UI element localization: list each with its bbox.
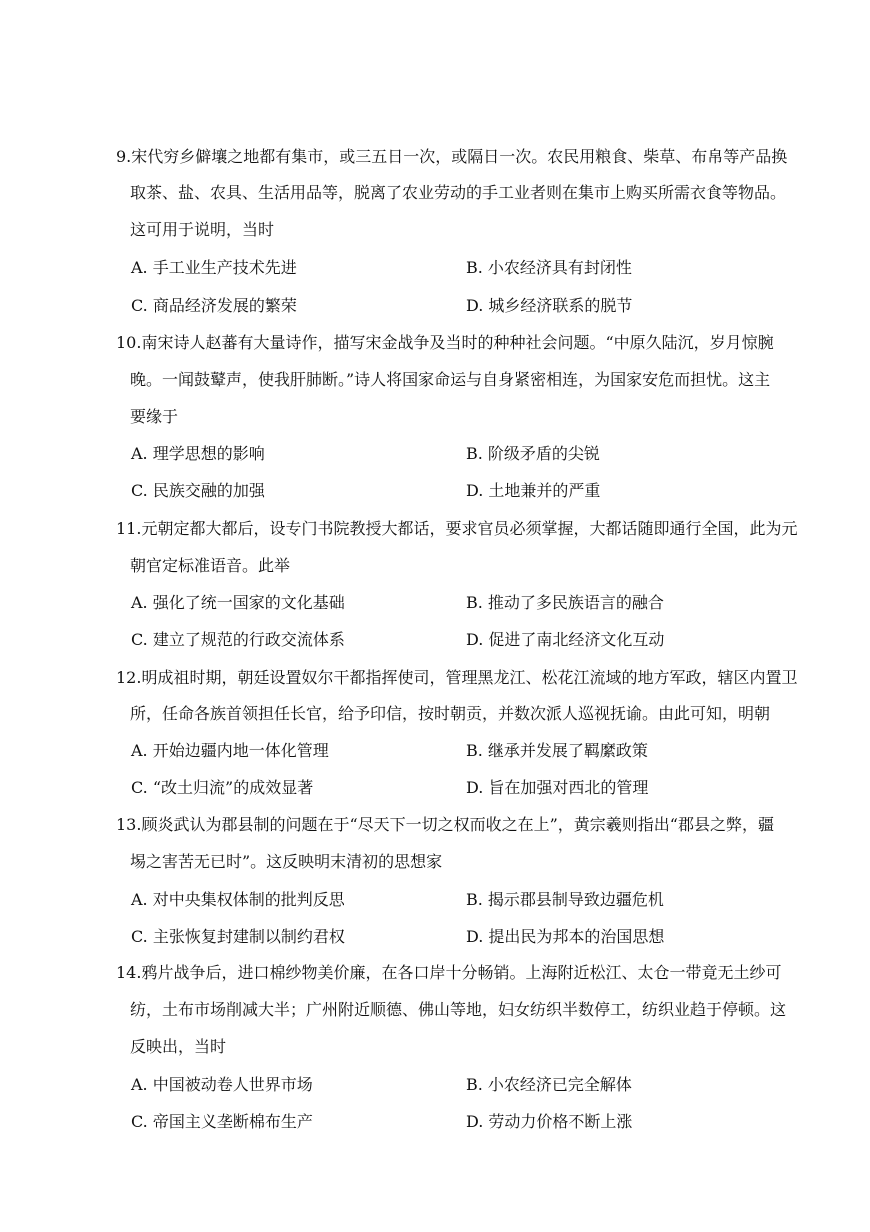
question-11-stem-line-1: 11.元朝定都大都后，设专门书院教授大都话，要求官员必须掌握，大都话随即通行全国，此为元 — [116, 519, 798, 538]
question-11-option-c[interactable]: C. 建立了规范的行政交流体系 — [131, 630, 345, 649]
question-11-option-d[interactable]: D. 促进了南北经济文化互动 — [466, 630, 665, 649]
question-14-stem-line-3: 反映出，当时 — [130, 1037, 227, 1056]
question-14-stem-line-1: 14.鸦片战争后，进口棉纱物美价廉，在各口岸十分畅销。上海附近松江、太仓一带竟无土纱可 — [116, 963, 782, 982]
question-11-option-a[interactable]: A. 强化了统一国家的文化基础 — [131, 593, 345, 612]
question-9-option-a[interactable]: A. 手工业生产技术先进 — [131, 258, 297, 277]
question-14-option-a[interactable]: A. 中国被动卷人世界市场 — [131, 1075, 313, 1094]
question-9-option-c[interactable]: C. 商品经济发展的繁荣 — [131, 296, 297, 315]
question-10-stem-line-2: 晚。一闻鼓鼙声，使我肝肺断。”诗人将国家命运与自身紧密相连，为国家安危而担忧。这主 — [130, 370, 771, 389]
question-10-stem-line-3: 要缘于 — [130, 407, 179, 426]
question-14-option-b[interactable]: B. 小农经济已完全解体 — [466, 1075, 632, 1094]
question-14-option-d[interactable]: D. 劳动力价格不断上涨 — [466, 1112, 633, 1131]
question-13-option-d[interactable]: D. 提出民为邦本的治国思想 — [466, 927, 665, 946]
question-12-option-c[interactable]: C. “改土归流”的成效显著 — [131, 778, 314, 797]
question-10-option-c[interactable]: C. 民族交融的加强 — [131, 481, 265, 500]
question-9-stem-line-3: 这可用于说明，当时 — [130, 220, 275, 239]
question-13-stem-line-2: 埸之害苦无已时”。这反映明末清初的思想家 — [130, 852, 443, 871]
question-13-option-a[interactable]: A. 对中央集权体制的批判反思 — [131, 890, 345, 909]
question-9-option-d[interactable]: D. 城乡经济联系的脱节 — [466, 296, 633, 315]
question-12-stem-line-1: 12.明成祖时期，朝廷设置奴尔干都指挥使司，管理黑龙江、松花江流域的地方军政，辖区内置卫 — [116, 668, 798, 687]
question-13-option-c[interactable]: C. 主张恢复封建制以制约君权 — [131, 927, 345, 946]
question-10-option-a[interactable]: A. 理学思想的影响 — [131, 444, 265, 463]
question-14-stem-line-2: 纺，土布市场削减大半；广州附近顺德、佛山等地，妇女纺织半数停工，纺织业趋于停顿。这 — [130, 1000, 787, 1019]
question-12-stem-line-2: 所，任命各族首领担任长官，给予印信，按时朝贡，并数次派人巡视抚谕。由此可知，明朝 — [130, 704, 771, 723]
question-11-option-b[interactable]: B. 推动了多民族语言的融合 — [466, 593, 664, 612]
question-12-option-d[interactable]: D. 旨在加强对西北的管理 — [466, 778, 649, 797]
question-9-stem-line-1: 9.宋代穷乡僻壤之地都有集市，或三五日一次，或隔日一次。农民用粮食、柴草、布帛等产品换 — [116, 147, 788, 166]
question-14-option-c[interactable]: C. 帝国主义垄断棉布生产 — [131, 1112, 313, 1131]
question-12-option-b[interactable]: B. 继承并发展了羁縻政策 — [466, 741, 648, 760]
question-11-stem-line-2: 朝官定标准语音。此举 — [130, 556, 291, 575]
question-13-stem-line-1: 13.顾炎武认为郡县制的问题在于“尽天下一切之权而收之在上”，黄宗羲则指出“郡县之弊，疆 — [116, 815, 774, 834]
question-9-option-b[interactable]: B. 小农经济具有封闭性 — [466, 258, 632, 277]
question-9-stem-line-2: 取茶、盐、农具、生活用品等，脱离了农业劳动的手工业者则在集市上购买所需衣食等物品。 — [130, 183, 787, 202]
question-10-option-d[interactable]: D. 土地兼并的严重 — [466, 481, 601, 500]
question-13-option-b[interactable]: B. 揭示郡县制导致边疆危机 — [466, 890, 664, 909]
question-12-option-a[interactable]: A. 开始边疆内地一体化管理 — [131, 741, 329, 760]
question-10-option-b[interactable]: B. 阶级矛盾的尖锐 — [466, 444, 600, 463]
question-10-stem-line-1: 10.南宋诗人赵蕃有大量诗作，描写宋金战争及当时的种种社会问题。“中原久陆沉，岁月惊腕 — [116, 333, 774, 352]
